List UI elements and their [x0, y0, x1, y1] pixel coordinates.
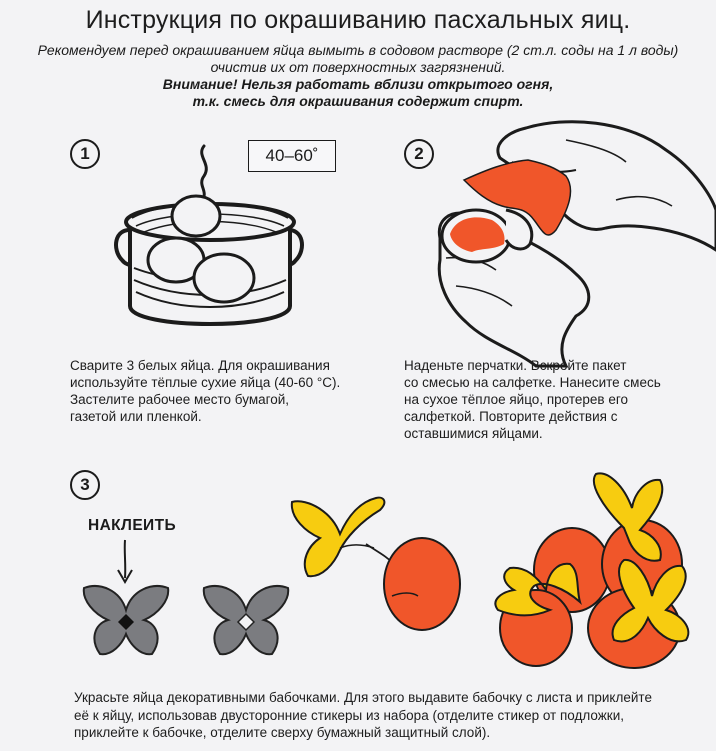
- step-3-badge: 3: [70, 470, 100, 500]
- page-title: Инструкция по окрашиванию пасхальных яиц.: [85, 6, 631, 34]
- caption-line: используйте тёплые сухие яйца (40-60 °С).: [70, 375, 341, 390]
- red-egg-icon: [382, 534, 462, 634]
- caption-line: салфеткой. Повторите действия с: [404, 409, 618, 424]
- gloved-hands-icon: [416, 110, 716, 370]
- caption-line: Украсьте яйца декоративными бабочками. Для этого выдавите бабочку с листа и приклейте: [74, 690, 652, 705]
- painted-egg-icon: [442, 210, 510, 262]
- temperature-box: 40–60˚: [248, 140, 336, 172]
- step-3-caption: [74, 689, 710, 742]
- step-1-caption: [70, 357, 380, 425]
- caption-line: оставшимися яйцами.: [404, 426, 543, 441]
- caption-line: газетой или пленкой.: [70, 409, 202, 424]
- warning-line-1: Внимание! Нельзя работать вблизи открытого огня,: [162, 76, 554, 92]
- sticker-label: НАКЛЕИТЬ: [88, 517, 177, 534]
- pot-icon: [110, 188, 310, 338]
- step-1-badge: 1: [70, 139, 100, 169]
- step-2-caption: [404, 357, 714, 442]
- caption-line: приклейте к бабочке, отделите сверху бумажный защитный слой).: [74, 725, 491, 740]
- butterfly-grey-icon: [78, 580, 174, 660]
- caption-line: Застелите рабочее место бумагой,: [70, 392, 290, 407]
- warning-text: [0, 76, 716, 109]
- intro-line-1: Рекомендуем перед окрашиванием яйца вымыть в содовом растворе (2 ст.л. соды на 1 л воды): [37, 42, 679, 58]
- intro-line-2: очистив их от поверхностных загрязнений.: [210, 58, 506, 75]
- caption-line: Сварите 3 белых яйца. Для окрашивания: [70, 358, 330, 373]
- caption-line: Наденьте перчатки. Вскройте пакет: [404, 358, 627, 373]
- caption-line: на сухое тёплое яйцо, протерев его: [404, 392, 628, 407]
- caption-line: её к яйцу, использовав двусторонние стикеры из набора (отделите стикер от подложки,: [74, 707, 624, 723]
- decorated-eggs-icon: [484, 468, 714, 678]
- step-2-badge: 2: [404, 139, 434, 169]
- intro-text: [0, 42, 716, 75]
- warning-line-2: т.к. смесь для окрашивания содержит спирт.: [192, 92, 524, 109]
- butterfly-grey-icon: [198, 580, 294, 660]
- caption-line: со смесью на салфетке. Нанесите смесь: [404, 375, 661, 390]
